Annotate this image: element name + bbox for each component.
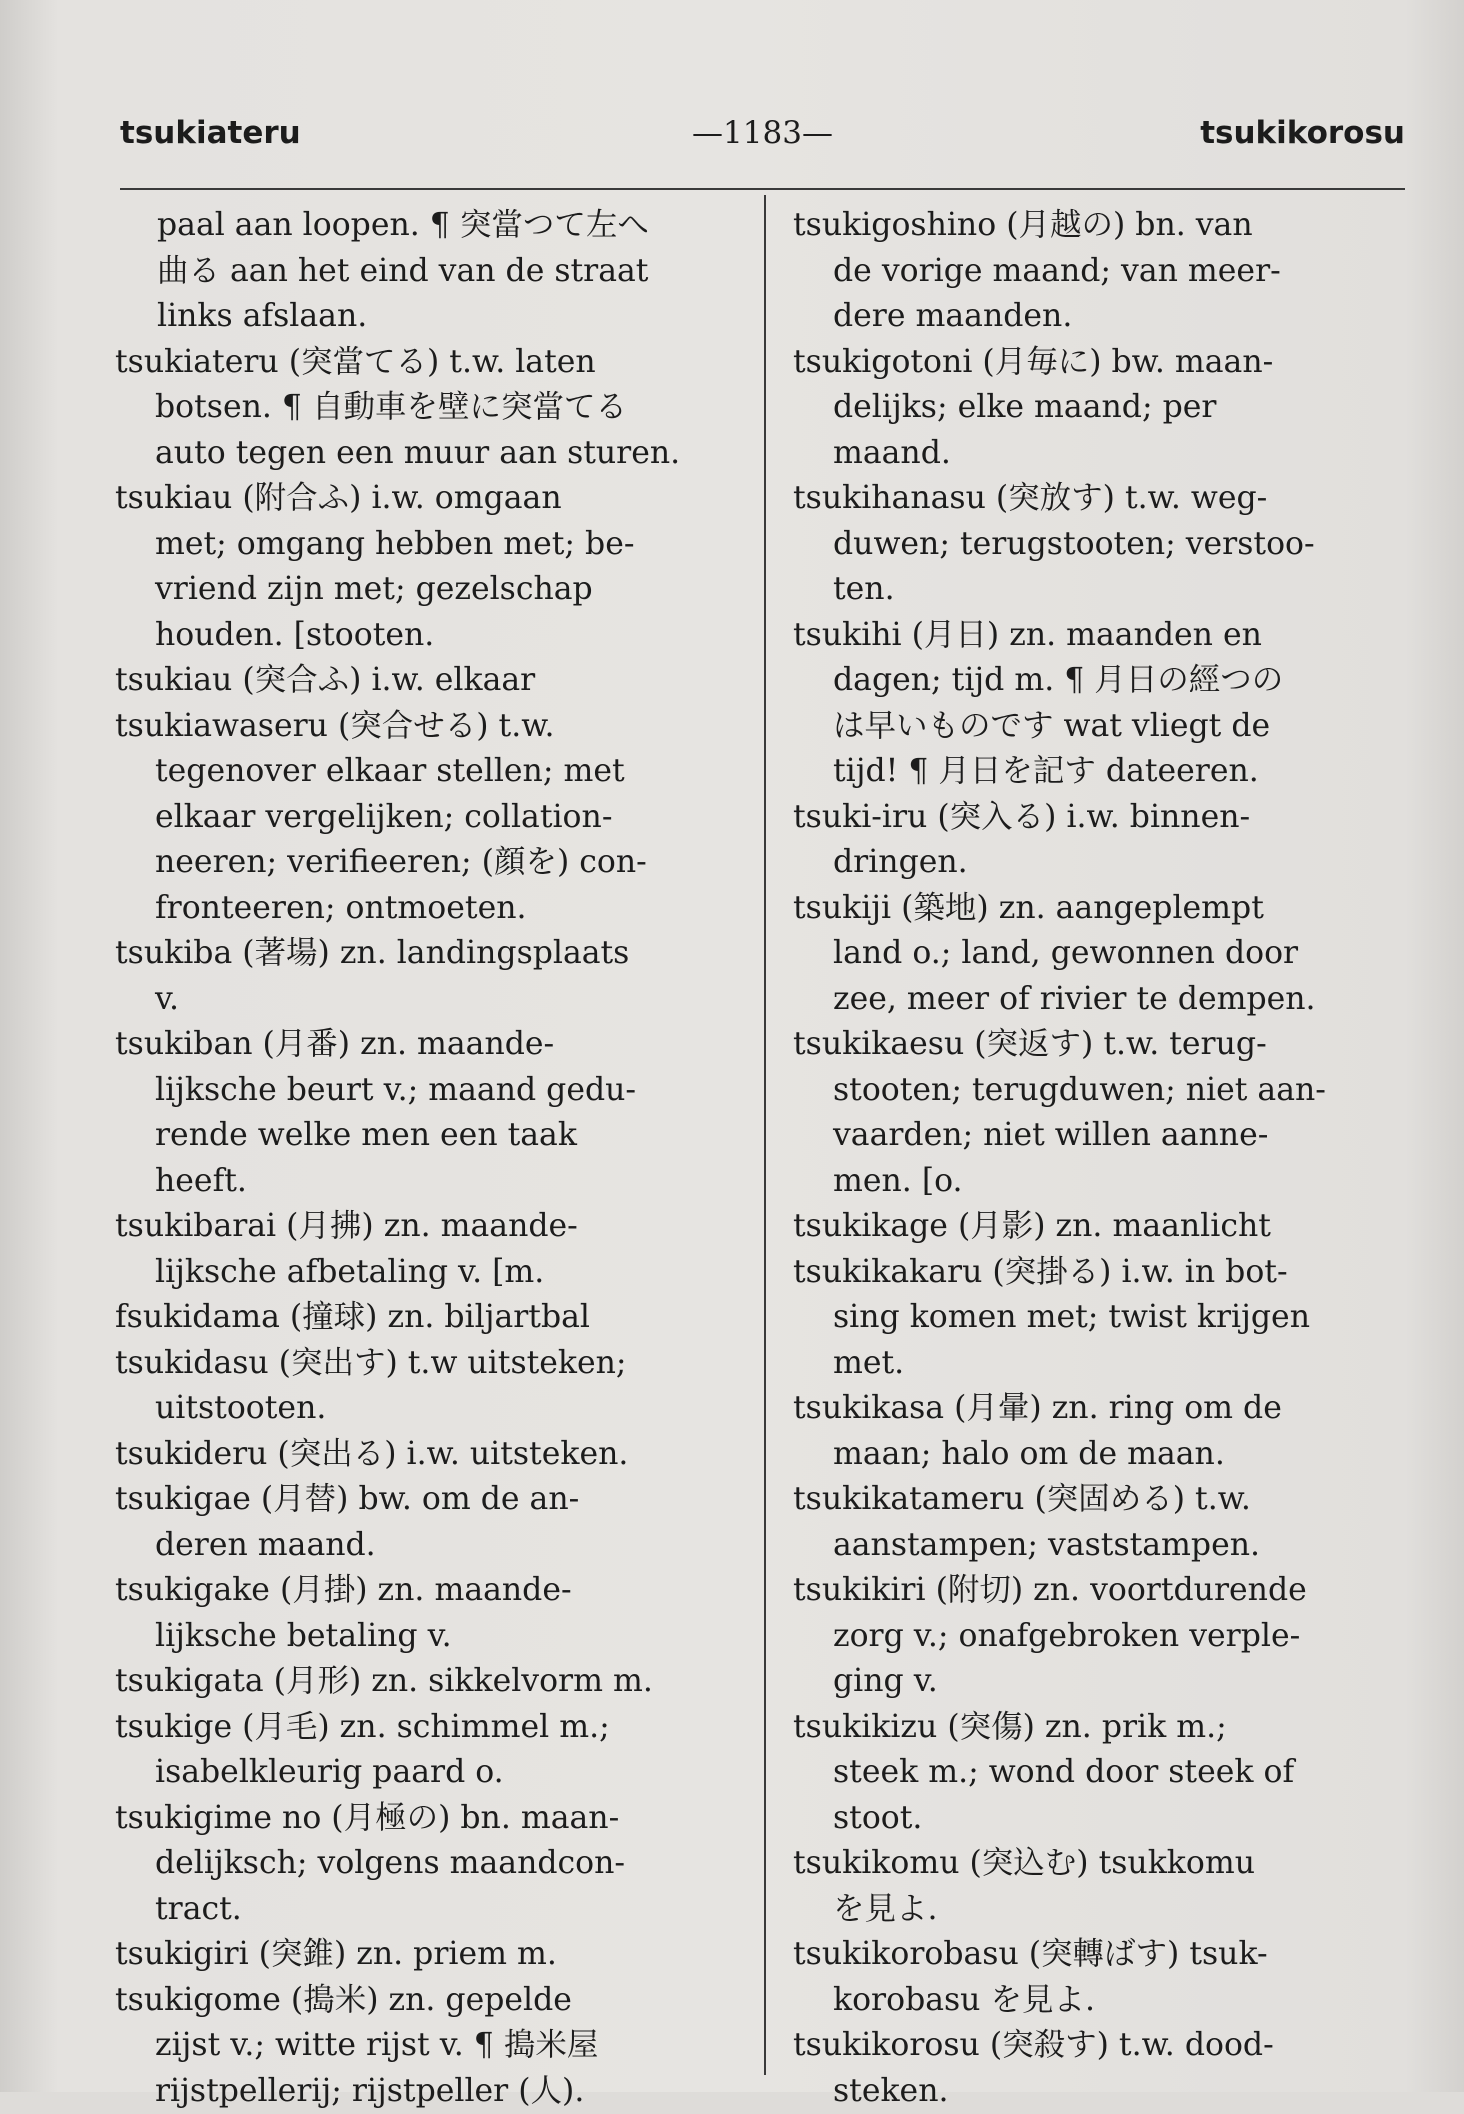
entry-line: dringen.	[793, 840, 1418, 886]
dictionary-entry	[793, 1022, 1418, 1204]
entry-line: korobasu を見よ.	[793, 1978, 1418, 2024]
entry-headline: tsukikatameru (突固める) t.w.	[793, 1477, 1418, 1523]
entry-line: men. [o.	[793, 1159, 1418, 1205]
entry-line: ten.	[793, 567, 1418, 613]
entry-line: uitstooten.	[115, 1386, 740, 1432]
entry-headline: tsukideru (突出る) i.w. uitsteken.	[115, 1432, 740, 1478]
entry-headline: tsukiateru (突當てる) t.w. laten	[115, 340, 740, 386]
entry-headline: tsukige (月毛) zn. schimmel m.;	[115, 1705, 740, 1751]
entry-line: fronteeren; ontmoeten.	[115, 886, 740, 932]
dictionary-entry	[115, 1477, 740, 1568]
entry-line: heeft.	[115, 1159, 740, 1205]
entry-headline: tsuki-iru (突入る) i.w. binnen-	[793, 795, 1418, 841]
dictionary-entry	[793, 613, 1418, 795]
entry-headline: tsukigata (月形) zn. sikkelvorm m.	[115, 1659, 740, 1705]
entry-line: maan; halo om de maan.	[793, 1432, 1418, 1478]
entry-line: met.	[793, 1341, 1418, 1387]
entry-line: neeren; verifieeren; (顔を) con-	[115, 840, 740, 886]
entry-line: rende welke men een taak	[115, 1113, 740, 1159]
entry-line: botsen. ¶ 自動車を壁に突當てる	[115, 385, 740, 431]
dictionary-entry	[793, 1250, 1418, 1387]
entry-line: tegenover elkaar stellen; met	[115, 749, 740, 795]
right-column	[793, 203, 1418, 2114]
entry-line: zee, meer of rivier te dempen.	[793, 977, 1418, 1023]
dictionary-entry	[793, 203, 1418, 340]
dictionary-entry	[793, 795, 1418, 886]
entry-line: zijst v.; witte rijst v. ¶ 搗米屋	[115, 2023, 740, 2069]
entry-line: delijks; elke maand; per	[793, 385, 1418, 431]
entry-headline: tsukiau (突合ふ) i.w. elkaar	[115, 658, 740, 704]
entry-headline: tsukigotoni (月毎に) bw. maan-	[793, 340, 1418, 386]
dictionary-entry	[115, 476, 740, 658]
entry-line: sing komen met; twist krijgen	[793, 1295, 1418, 1341]
entry-headline: tsukihanasu (突放す) t.w. weg-	[793, 476, 1418, 522]
entry-line: lijksche beurt v.; maand gedu-	[115, 1068, 740, 1114]
entry-line: met; omgang hebben met; be-	[115, 522, 740, 568]
entry-line: 曲る aan het eind van de straat	[115, 249, 740, 295]
entry-line: isabelkleurig paard o.	[115, 1750, 740, 1796]
entry-line: は早いものです wat vliegt de	[793, 704, 1418, 750]
entry-line: を見よ.	[793, 1887, 1418, 1933]
entry-headline: tsukiba (著場) zn. landingsplaats	[115, 931, 740, 977]
dictionary-entry	[793, 1841, 1418, 1932]
dictionary-entry	[115, 1568, 740, 1659]
entry-line: lijksche betaling v.	[115, 1614, 740, 1660]
entry-line: steken.	[793, 2069, 1418, 2114]
entry-line: vriend zijn met; gezelschap	[115, 567, 740, 613]
dictionary-entry	[115, 1796, 740, 1933]
entry-headline: tsukihi (月日) zn. maanden en	[793, 613, 1418, 659]
entry-line: tijd! ¶ 月日を記す dateeren.	[793, 749, 1418, 795]
entry-headline: tsukikizu (突傷) zn. prik m.;	[793, 1705, 1418, 1751]
entry-headline: tsukiau (附合ふ) i.w. omgaan	[115, 476, 740, 522]
entry-headline: fsukidama (撞球) zn. biljartbal	[115, 1295, 740, 1341]
entry-headline: tsukigoshino (月越の) bn. van	[793, 203, 1418, 249]
entry-headline: tsukikaesu (突返す) t.w. terug-	[793, 1022, 1418, 1068]
entry-headline: tsukiawaseru (突合せる) t.w.	[115, 704, 740, 750]
dictionary-entry	[115, 1978, 740, 2114]
entry-line: delijksch; volgens maandcon-	[115, 1841, 740, 1887]
dictionary-entry	[793, 2023, 1418, 2114]
dictionary-entry	[115, 704, 740, 932]
entry-line: stoot.	[793, 1796, 1418, 1842]
entry-line: dere maanden.	[793, 294, 1418, 340]
entry-line: ging v.	[793, 1659, 1418, 1705]
entry-headline: tsukikasa (月暈) zn. ring om de	[793, 1386, 1418, 1432]
header-first-word: tsukiateru	[120, 115, 301, 151]
dictionary-entry	[793, 476, 1418, 613]
entry-headline: tsukigime no (月極の) bn. maan-	[115, 1796, 740, 1842]
entry-line: aanstampen; vaststampen.	[793, 1523, 1418, 1569]
entry-headline: tsukikakaru (突掛る) i.w. in bot-	[793, 1250, 1418, 1296]
entry-line: elkaar vergelijken; collation-	[115, 795, 740, 841]
entry-headline: tsukikage (月影) zn. maanlicht	[793, 1204, 1418, 1250]
entry-line: stooten; terugduwen; niet aan-	[793, 1068, 1418, 1114]
column-divider	[764, 195, 766, 2075]
left-column	[115, 203, 740, 2114]
entry-line: deren maand.	[115, 1523, 740, 1569]
entry-headline: tsukigome (搗米) zn. gepelde	[115, 1978, 740, 2024]
entry-line: duwen; terugstooten; verstoo-	[793, 522, 1418, 568]
entry-line: de vorige maand; van meer-	[793, 249, 1418, 295]
entry-line: v.	[115, 977, 740, 1023]
entry-headline: tsukikorosu (突殺す) t.w. dood-	[793, 2023, 1418, 2069]
entry-line: lijksche afbetaling v. [m.	[115, 1250, 740, 1296]
dictionary-entry	[793, 1568, 1418, 1705]
entry-line: vaarden; niet willen aanne-	[793, 1113, 1418, 1159]
entry-line: dagen; tijd m. ¶ 月日の經つの	[793, 658, 1418, 704]
dictionary-entry	[115, 203, 740, 340]
dictionary-entry	[793, 886, 1418, 1023]
dictionary-entry	[115, 1295, 740, 1341]
entry-headline: tsukiban (月番) zn. maande-	[115, 1022, 740, 1068]
entry-headline: tsukigiri (突錐) zn. priem m.	[115, 1932, 740, 1978]
entry-headline: tsukigake (月掛) zn. maande-	[115, 1568, 740, 1614]
dictionary-entry	[115, 1341, 740, 1432]
entry-line: rijstpellerij; rijstpeller (人).	[115, 2069, 740, 2114]
dictionary-entry	[115, 1659, 740, 1705]
entry-headline: tsukikomu (突込む) tsukkomu	[793, 1841, 1418, 1887]
entry-headline: tsukikorobasu (突轉ばす) tsuk-	[793, 1932, 1418, 1978]
entry-line: paal aan loopen. ¶ 突當つて左へ	[115, 203, 740, 249]
dictionary-entry	[793, 1204, 1418, 1250]
dictionary-entry	[115, 340, 740, 477]
running-header	[120, 115, 1405, 165]
dictionary-entry	[115, 658, 740, 704]
dictionary-entry	[115, 1705, 740, 1796]
page-number: —1183—	[120, 115, 1405, 151]
dictionary-entry	[793, 1477, 1418, 1568]
dictionary-entry	[793, 1705, 1418, 1842]
dictionary-entry	[793, 1386, 1418, 1477]
entry-line: tract.	[115, 1887, 740, 1933]
header-rule	[120, 188, 1405, 190]
entry-line: maand.	[793, 431, 1418, 477]
entry-headline: tsukidasu (突出す) t.w uitsteken;	[115, 1341, 740, 1387]
dictionary-entry	[115, 1932, 740, 1978]
entry-headline: tsukigae (月替) bw. om de an-	[115, 1477, 740, 1523]
entry-line: houden. [stooten.	[115, 613, 740, 659]
dictionary-entry	[793, 340, 1418, 477]
dictionary-entry	[115, 1022, 740, 1204]
entry-line: land o.; land, gewonnen door	[793, 931, 1418, 977]
entry-line: steek m.; wond door steek of	[793, 1750, 1418, 1796]
header-last-word: tsukikorosu	[1200, 115, 1405, 151]
entry-line: zorg v.; onafgebroken verple-	[793, 1614, 1418, 1660]
entry-line: links afslaan.	[115, 294, 740, 340]
dictionary-entry	[115, 1432, 740, 1478]
dictionary-entry	[793, 1932, 1418, 2023]
entry-headline: tsukibarai (月拂) zn. maande-	[115, 1204, 740, 1250]
entry-line: auto tegen een muur aan sturen.	[115, 431, 740, 477]
entry-headline: tsukikiri (附切) zn. voortdurende	[793, 1568, 1418, 1614]
dictionary-entry	[115, 1204, 740, 1295]
dictionary-entry	[115, 931, 740, 1022]
entry-headline: tsukiji (築地) zn. aangeplempt	[793, 886, 1418, 932]
